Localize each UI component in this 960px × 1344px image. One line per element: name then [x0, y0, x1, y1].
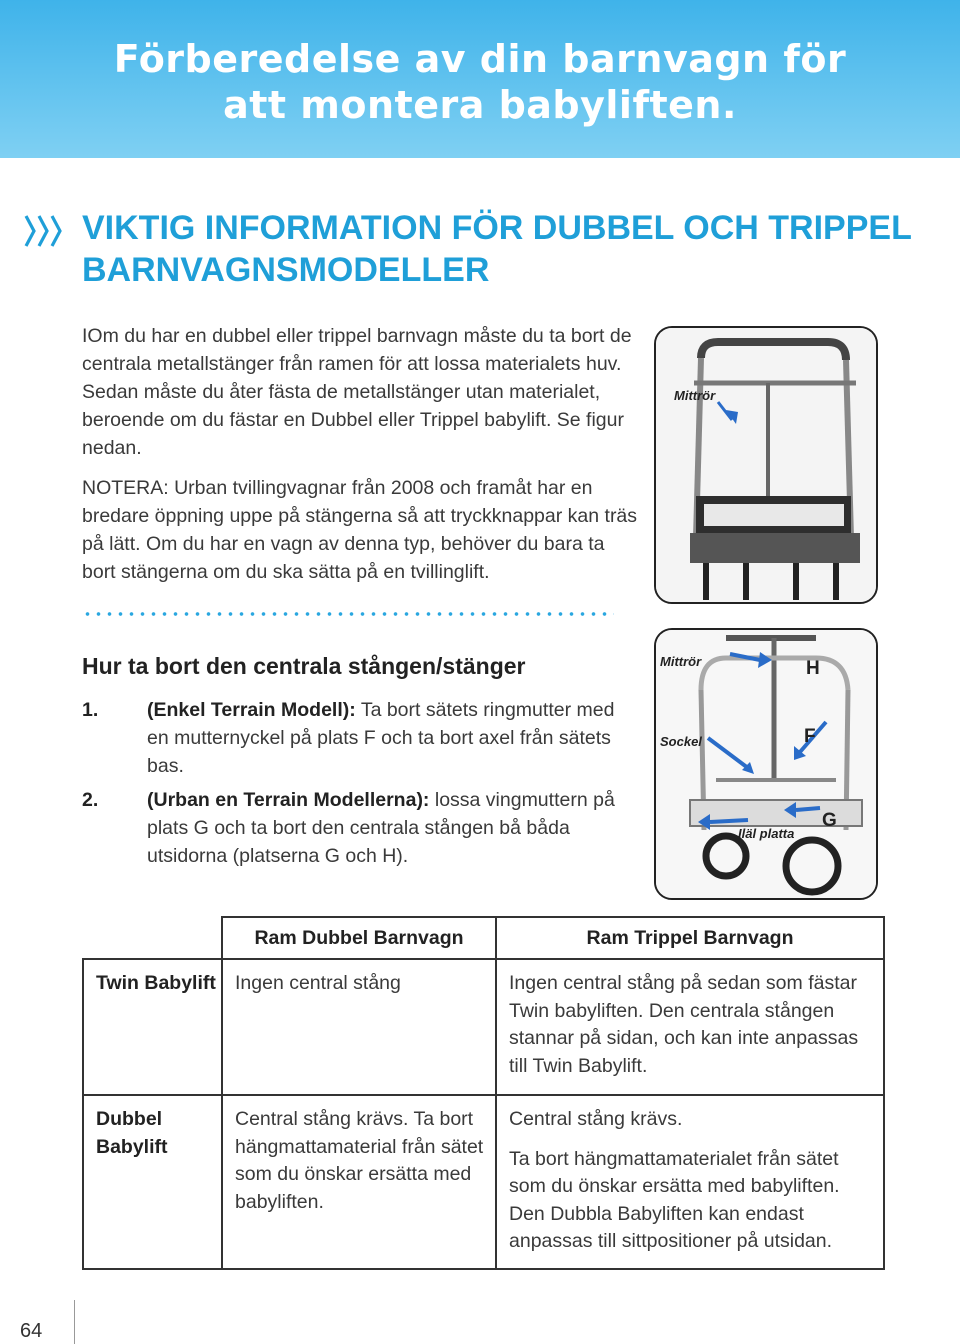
- table-header-triple: Ram Trippel Barnvagn: [496, 917, 884, 959]
- section-title: [82, 207, 932, 291]
- step-text: lossa vingmuttern på plats G och ta bort den centrala stången bå båda utsidorna (platserna G och H).: [147, 789, 615, 867]
- section-title-line1: VIKTIG INFORMATION FÖR DUBBEL OCH TRIPPEL: [82, 209, 912, 247]
- cell-dubbel-triple: [496, 1095, 884, 1269]
- figure2-label-socket: Sockel: [660, 734, 702, 749]
- page-number: 64: [20, 1320, 43, 1342]
- howto-heading: Hur ta bort den centrala stången/stänger: [82, 653, 526, 679]
- cell-dubbel-triple-line1: Central stång krävs.: [509, 1108, 683, 1130]
- page-title: [0, 36, 960, 128]
- step-body: [147, 696, 627, 780]
- table-header-double: Ram Dubbel Barnvagn: [222, 917, 496, 959]
- intro-paragraph: IOm du har en dubbel eller trippel barnvagn måste du ta bort de centrala metallstänger från ramen för att lossa materialets huv. Sedan måste du åter fästa de metallstänger utan materialet, beroende om du fästar en Dubbel eller Trippel babylift. Se figur nedan.: [82, 325, 632, 459]
- figure1-label: Mittrör: [674, 388, 716, 403]
- figure2-label-top: Mittrör: [660, 654, 702, 669]
- step-lead: (Urban en Terrain Modellerna):: [147, 789, 430, 811]
- page-title-line1: Förberedelse av din barnvagn för: [113, 37, 847, 81]
- row-label-twin: Twin Babylift: [83, 959, 222, 1095]
- table-row: [83, 1095, 884, 1269]
- figure2-letter-f: F: [804, 726, 816, 747]
- page-title-line2: att montera babyliften.: [223, 83, 737, 127]
- figure2-letter-h: H: [806, 658, 820, 679]
- figure2-letter-g: G: [822, 810, 837, 831]
- step-body: [147, 786, 627, 870]
- cell-dubbel-double: Central stång krävs. Ta bort hängmattamaterial från sätet som du önskar ersätta med babyliften.: [222, 1095, 496, 1269]
- table-row: [83, 959, 884, 1095]
- dotted-divider: [82, 610, 614, 618]
- labeled-frame-illustration: [656, 630, 876, 898]
- step-number: 2.: [82, 789, 99, 811]
- step-lead: (Enkel Terrain Modell):: [147, 699, 356, 721]
- stroller-frame-photo: [654, 326, 878, 604]
- comparison-table: [82, 916, 885, 1270]
- labeled-frame-photo: [654, 628, 878, 900]
- cell-twin-triple: Ingen central stång på sedan som fästar Twin babyliften. Den centrala stången stannar på sidan, och kan inte anpassas till Twin Babylift.: [496, 959, 884, 1095]
- header-band: [0, 0, 960, 158]
- table-header-blank: [83, 917, 222, 959]
- stroller-frame-illustration: [656, 328, 876, 602]
- step-text: Ta bort sätets ringmutter med en mutternyckel på plats F och ta bort axel från sätets bas.: [147, 699, 615, 777]
- figure2-label-plate: Iläl platta: [738, 826, 795, 841]
- cell-dubbel-triple-line2: Ta bort hängmattamaterialet från sätet som du önskar ersätta med babyliften. Den Dubbla Babyliften kan endast anpassas till sittpositioner på utsidan.: [509, 1147, 840, 1252]
- row-label-dubbel: Dubbel Babylift: [83, 1095, 222, 1269]
- page-number-divider: [74, 1300, 75, 1344]
- note-paragraph: NOTERA: Urban tvillingvagnar från 2008 och framåt har en bredare öppning uppe på stängerna så att tryckknappar kan träs på lätt. Om du har en vagn av denna typ, behöver du bara ta bort stängerna om du ska sätta på en tvillinglift.: [82, 477, 638, 583]
- section-title-line2: BARNVAGNSMODELLER: [82, 251, 490, 289]
- step-number: 1.: [82, 699, 99, 721]
- chevrons-icon: [22, 208, 68, 254]
- cell-twin-double: Ingen central stång: [222, 959, 496, 1095]
- table-header-row: [83, 917, 884, 959]
